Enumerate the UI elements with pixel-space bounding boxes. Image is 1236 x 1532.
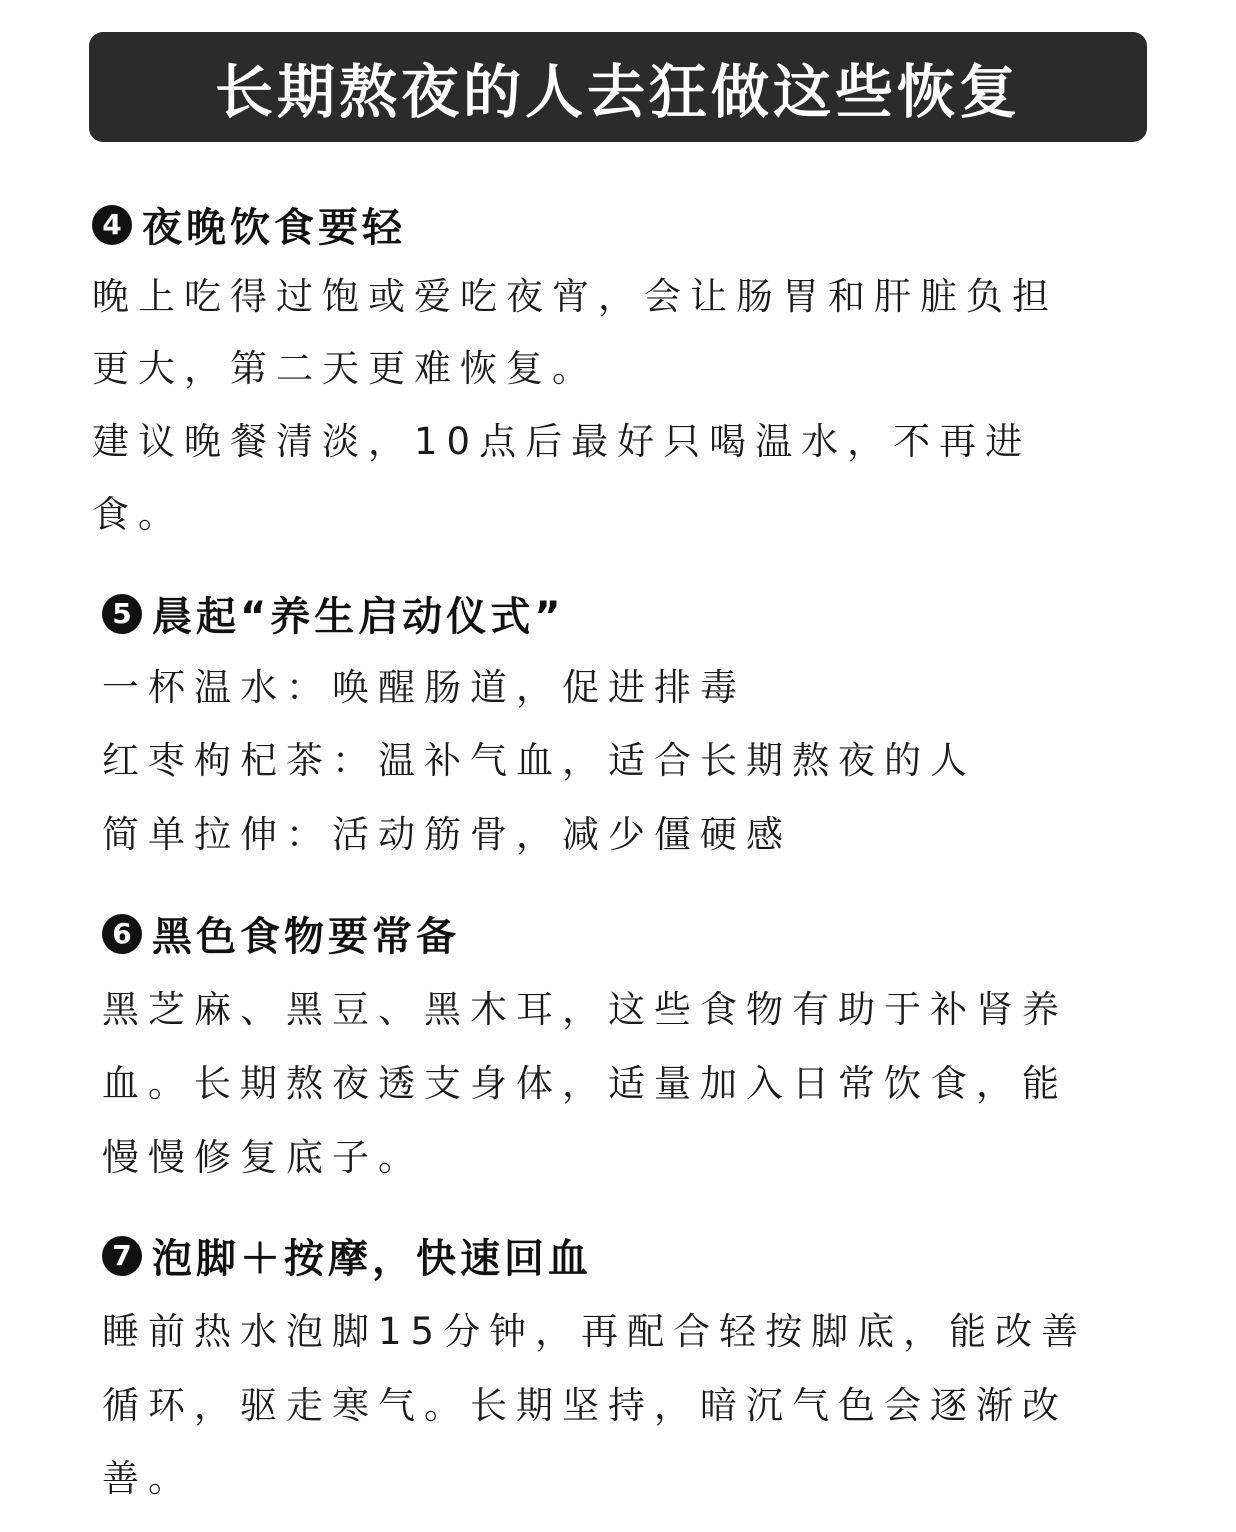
section-7-line-3: 善。 <box>102 1457 194 1500</box>
section-5-heading-text: 晨起“养生启动仪式” <box>152 594 565 640</box>
number-5-badge: 5 <box>102 594 142 634</box>
number-6-badge: 6 <box>102 914 142 954</box>
page-title: 长期熬夜的人去狂做这些恢复 <box>214 58 1021 126</box>
section-7-line-1: 睡前热水泡脚15分钟，再配合轻按脚底，能改善 <box>102 1310 1088 1353</box>
section-4-line-3: 建议晚餐清淡，10点后最好只喝温水，不再进 <box>92 420 1032 463</box>
section-6-line-2: 血。长期熬夜透支身体，适量加入日常饮食，能 <box>102 1062 1068 1105</box>
section-6-line-1: 黑芝麻、黑豆、黑木耳，这些食物有助于补肾养 <box>102 988 1068 1031</box>
number-7-badge: 7 <box>102 1236 142 1276</box>
section-6-heading-text: 黑色食物要常备 <box>152 914 460 960</box>
section-6-heading <box>102 905 460 962</box>
section-4-heading <box>92 196 406 253</box>
section-5-line-3: 简单拉伸：活动筋骨，减少僵硬感 <box>102 813 792 856</box>
section-5-line-2: 红枣枸杞茶：温补气血，适合长期熬夜的人 <box>102 739 976 782</box>
section-7-line-2: 循环，驱走寒气。长期坚持，暗沉气色会逐渐改 <box>102 1384 1068 1427</box>
section-4-line-2: 更大，第二天更难恢复。 <box>92 347 598 390</box>
section-4-line-1: 晚上吃得过饱或爱吃夜宵，会让肠胃和肝脏负担 <box>92 275 1058 318</box>
section-6-line-3: 慢慢修复底子。 <box>102 1136 424 1179</box>
title-banner <box>89 32 1147 142</box>
section-5-heading <box>102 585 565 642</box>
section-4-line-4: 食。 <box>92 493 184 536</box>
number-4-badge: 4 <box>92 205 132 245</box>
section-5-line-1: 一杯温水：唤醒肠道，促进排毒 <box>102 666 746 709</box>
section-4-heading-text: 夜晚饮食要轻 <box>142 205 406 251</box>
section-7-heading-text: 泡脚＋按摩，快速回血 <box>152 1236 592 1282</box>
section-7-heading <box>102 1227 592 1284</box>
